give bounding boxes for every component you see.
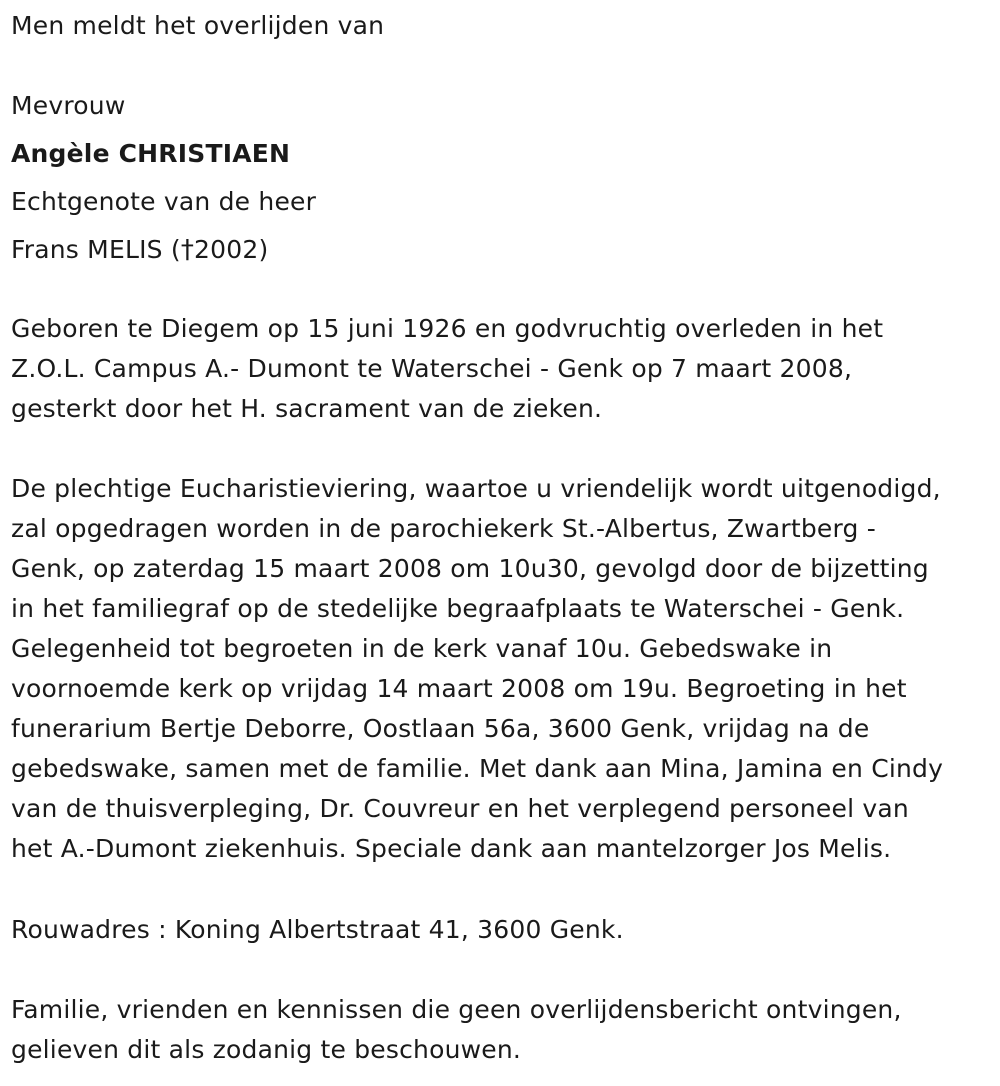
paragraph-line: van de thuisverpleging, Dr. Couvreur en het verplegend personeel van	[11, 794, 909, 823]
paragraph-line: gelieven dit als zodanig te beschouwen.	[11, 1035, 522, 1064]
paragraph-line: Geboren te Diegem op 15 juni 1926 en godvruchtig overleden in het	[11, 314, 884, 343]
paragraph-line: gebedswake, samen met de familie. Met dank aan Mina, Jamina en Cindy	[11, 754, 944, 783]
mourning-address: Rouwadres : Koning Albertstraat 41, 3600 Genk.	[11, 915, 624, 944]
paragraph-line: Familie, vrienden en kennissen die geen overlijdensbericht ontvingen,	[11, 995, 902, 1024]
paragraph-line: gesterkt door het H. sacrament van de zieken.	[11, 394, 603, 423]
paragraph-line: in het familiegraf op de stedelijke begraafplaats te Waterschei - Genk.	[11, 594, 905, 623]
paragraph-line: De plechtige Eucharistieviering, waartoe u vriendelijk wordt uitgenodigd,	[11, 474, 941, 503]
deceased-name: Angèle CHRISTIAEN	[11, 139, 291, 168]
paragraph-line: zal opgedragen worden in de parochiekerk St.-Albertus, Zwartberg -	[11, 514, 876, 543]
cross-icon: †	[180, 235, 195, 265]
salutation: Mevrouw	[11, 91, 126, 120]
paragraph-line: het A.-Dumont ziekenhuis. Speciale dank aan mantelzorger Jos Melis.	[11, 834, 892, 863]
paragraph-line: funerarium Bertje Deborre, Oostlaan 56a, 3600 Genk, vrijdag na de	[11, 714, 870, 743]
paragraph-line: Z.O.L. Campus A.- Dumont te Waterschei - Genk op 7 maart 2008,	[11, 354, 853, 383]
spouse-death-year: 2002)	[194, 235, 269, 264]
paragraph-line: Genk, op zaterdag 15 maart 2008 om 10u30, gevolgd door de bijzetting	[11, 554, 929, 583]
paragraph-line: Gelegenheid tot begroeten in de kerk vanaf 10u. Gebedswake in	[11, 634, 833, 663]
intro-text: Men meldt het overlijden van	[11, 11, 385, 40]
spouse-relation: Echtgenote van de heer	[11, 187, 317, 216]
spouse-line	[11, 230, 268, 270]
paragraph-line: voornoemde kerk op vrijdag 14 maart 2008 om 19u. Begroeting in het	[11, 674, 907, 703]
spouse-name: Frans MELIS (	[11, 235, 181, 264]
